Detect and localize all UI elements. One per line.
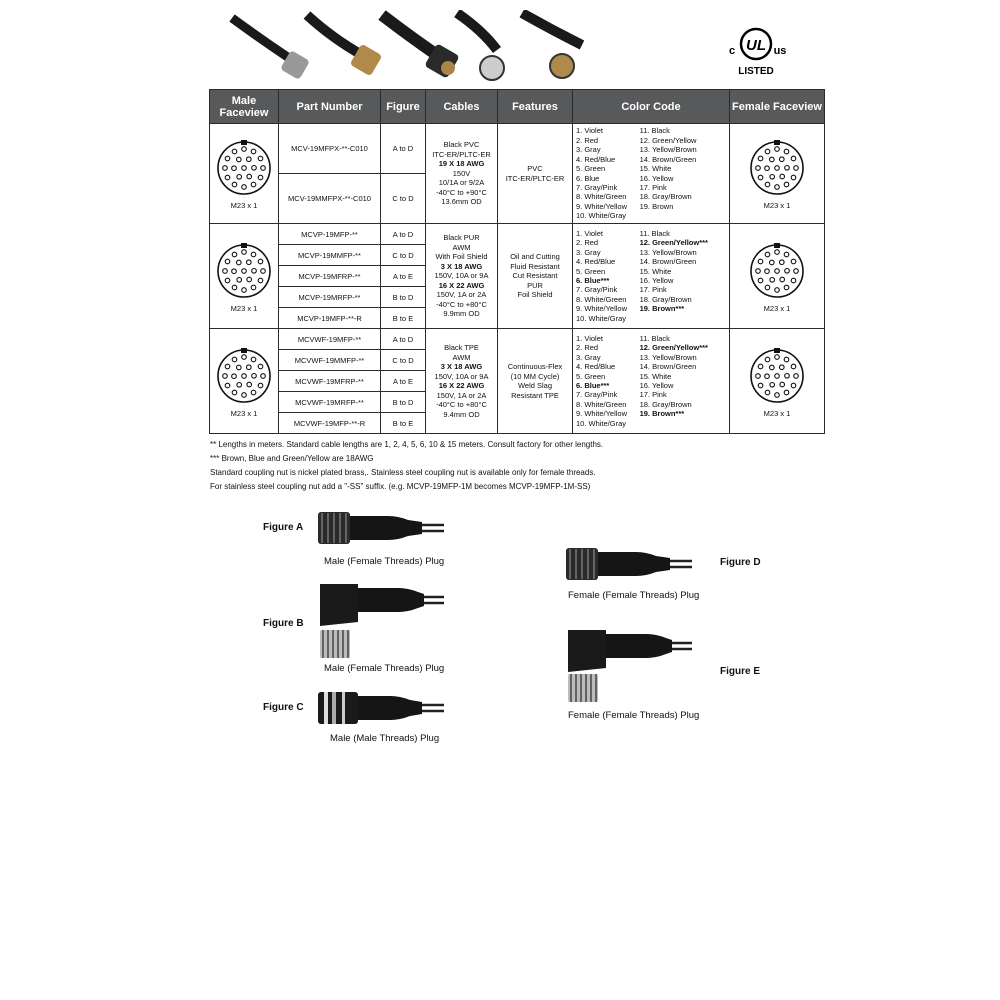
- cable-spec-line: 3 X 18 AWG: [440, 362, 483, 371]
- color-code-item: 18. Gray/Brown: [639, 294, 692, 304]
- female-faceview: [730, 139, 824, 210]
- color-code-item: 14. Brown/Green: [639, 154, 697, 164]
- female-faceview: [730, 347, 824, 418]
- connector-pin-diagram: [215, 347, 273, 405]
- color-code-item: 13. Yellow/Brown: [639, 247, 697, 257]
- figure-b-image: [318, 582, 448, 660]
- cable-spec-line: 10/1A or 9/2A: [438, 178, 485, 188]
- faceview-size-label: M23 x 1: [230, 201, 258, 210]
- color-code-item: 15. White: [639, 266, 672, 276]
- figure-c-label: Figure C: [263, 702, 304, 713]
- figure-cell: A to D: [381, 329, 426, 350]
- color-code-item: 15. White: [639, 371, 672, 381]
- part-number-cell: MCVP-19MMFP-**: [279, 245, 381, 266]
- color-code-item: 11. Black: [639, 126, 670, 136]
- color-code-item: 2. Red: [576, 238, 599, 248]
- color-code-item: 4. Red/Blue: [576, 154, 616, 164]
- color-code-item: 8. White/Green: [576, 192, 627, 202]
- part-number-cell: MCVWF-19MFP-**: [279, 329, 381, 350]
- feature-line: PVC: [527, 164, 543, 173]
- color-code-item: 5. Green: [576, 371, 606, 381]
- color-code-item: 9. White/Yellow: [576, 201, 627, 211]
- part-number-cell: MCVWF-19MFRP-**: [279, 371, 381, 392]
- cable-spec-line: With Foil Shield: [435, 252, 488, 262]
- faceview-size-label: M23 x 1: [230, 408, 258, 418]
- male-faceview-cell: [210, 224, 279, 329]
- part-number-cell: MCVWF-19MFP-**-R: [279, 413, 381, 434]
- cable-spec-line: 16 X 22 AWG: [438, 280, 485, 290]
- features-cell: [498, 124, 573, 224]
- color-code-item: 17. Pink: [639, 285, 667, 295]
- figure-a-image: [318, 508, 448, 548]
- color-code-item: 4. Red/Blue: [576, 362, 616, 372]
- cable-spec-line: 150V: [452, 168, 471, 178]
- color-code-item: 13. Yellow/Brown: [639, 352, 697, 362]
- male-faceview: [210, 347, 278, 418]
- feature-line: Resistant TPE: [511, 390, 559, 400]
- note-lengths: ** Lengths in meters. Standard cable lengths are 1, 2, 4, 5, 6, 10 & 15 meters. Consult factory for other lengths.: [210, 440, 604, 449]
- cable-spec-line: -40°C to +80°C: [436, 400, 487, 409]
- male-faceview: [210, 139, 278, 210]
- color-code-item: 16. Yellow: [639, 173, 674, 183]
- color-code-item: 11. Black: [639, 228, 670, 238]
- cable-spec-line: 9.9mm OD: [443, 309, 480, 319]
- header-female-faceview: Female Faceview: [730, 90, 825, 124]
- figure-cell: C to D: [381, 350, 426, 371]
- female-faceview-cell: [730, 224, 825, 329]
- cable-spec-line: -40°C to +80°C: [436, 299, 487, 309]
- figure-cell: C to D: [381, 245, 426, 266]
- figure-cell: A to E: [381, 266, 426, 287]
- color-code-item: 8. White/Green: [576, 399, 627, 409]
- female-faceview-cell: [730, 329, 825, 434]
- ul-listed-logo: [722, 26, 790, 78]
- features-cell: [498, 329, 573, 434]
- color-code-cell: [573, 124, 730, 224]
- color-code-item: 9. White/Yellow: [576, 409, 627, 419]
- male-faceview-cell: [210, 329, 279, 434]
- color-code-item: 12. Green/Yellow***: [639, 343, 708, 353]
- spec-table: [209, 89, 825, 434]
- connector-pin-diagram: [748, 139, 806, 197]
- cable-spec-line: Black PVC: [443, 140, 480, 150]
- part-number-cell: MCV-19MFPX-**-C010: [279, 124, 381, 174]
- note-coupling-nut: Standard coupling nut is nickel plated brass,. Stainless steel coupling nut is available only for female threads.: [210, 468, 596, 477]
- color-code-item: 6. Blue***: [576, 381, 610, 390]
- cable-spec-line: Black TPE: [444, 343, 479, 352]
- female-faceview-cell: [730, 124, 825, 224]
- color-code-item: 12. Green/Yellow***: [639, 238, 708, 248]
- cable-photo-1: [232, 18, 310, 80]
- male-faceview: [210, 242, 278, 313]
- color-code-item: 14. Brown/Green: [639, 362, 697, 372]
- color-code-item: 12. Green/Yellow: [639, 135, 697, 145]
- header-part-number: Part Number: [279, 90, 381, 124]
- cable-spec-line: 150V, 10A or 9A: [434, 371, 489, 381]
- figure-cell: B to E: [381, 308, 426, 329]
- color-code-item: 17. Pink: [639, 390, 667, 400]
- cables-cell: [426, 329, 498, 434]
- feature-line: Fluid Resistant: [510, 261, 560, 271]
- feature-line: (10 MM Cycle): [510, 371, 560, 381]
- part-number-cell: MCV-19MMFPX-**-C010: [279, 174, 381, 224]
- color-code-item: 7. Gray/Pink: [576, 285, 618, 295]
- color-code-item: 3. Gray: [576, 145, 601, 155]
- figure-c-caption: Male (Male Threads) Plug: [330, 733, 440, 744]
- figure-c-image: [318, 688, 448, 728]
- header-cables: Cables: [426, 90, 498, 124]
- faceview-size-label: M23 x 1: [763, 201, 791, 210]
- faceview-size-label: M23 x 1: [230, 303, 258, 313]
- figure-d-caption: Female (Female Threads) Plug: [568, 590, 700, 601]
- figure-d-label: Figure D: [720, 557, 761, 568]
- cables-cell: [426, 224, 498, 329]
- color-code-item: 6. Blue: [576, 173, 600, 183]
- color-code-item: 18. Gray/Brown: [639, 192, 692, 202]
- cable-photos: [222, 10, 602, 88]
- color-code-item: 3. Gray: [576, 247, 601, 257]
- color-code-item: 9. White/Yellow: [576, 304, 627, 314]
- color-code-cell: [573, 224, 730, 329]
- cables-cell: [426, 124, 498, 224]
- cable-spec-line: 150V, 10A or 9A: [434, 271, 489, 281]
- color-code-item: 5. Green: [576, 266, 606, 276]
- ul-us-text: us: [773, 45, 787, 57]
- cable-spec-line: 16 X 22 AWG: [438, 381, 485, 390]
- part-number-cell: MCVWF-19MRFP-**: [279, 392, 381, 413]
- color-code-item: 10. White/Gray: [576, 418, 627, 428]
- figure-cell: A to D: [381, 224, 426, 245]
- color-code-item: 2. Red: [576, 135, 599, 145]
- cable-photo-2: [307, 15, 382, 76]
- footnotes: [210, 438, 830, 494]
- color-code-item: 15. White: [639, 164, 672, 174]
- feature-line: Weld Slag: [517, 381, 553, 390]
- color-code-item: 13. Yellow/Brown: [639, 145, 697, 155]
- cable-photo-5: [522, 13, 582, 78]
- figure-cell: B to E: [381, 413, 426, 434]
- cable-spec-line: Black PUR: [443, 233, 480, 243]
- ul-text: UL: [746, 37, 766, 54]
- part-number-cell: MCVP-19MFP-**: [279, 224, 381, 245]
- figure-a-label: Figure A: [263, 522, 304, 533]
- cable-spec-line: AWM: [452, 242, 471, 252]
- color-code-item: 8. White/Green: [576, 294, 627, 304]
- male-faceview-cell: [210, 124, 279, 224]
- figure-b-caption: Male (Female Threads) Plug: [324, 663, 445, 674]
- figure-e-label: Figure E: [720, 666, 761, 677]
- cable-spec-line: 19 X 18 AWG: [438, 159, 485, 169]
- color-code-item: 7. Gray/Pink: [576, 182, 618, 192]
- table-row: [210, 224, 825, 245]
- figure-a-caption: Male (Female Threads) Plug: [324, 556, 445, 567]
- color-code-item: 10. White/Gray: [576, 211, 627, 221]
- figure-cell: B to D: [381, 392, 426, 413]
- cable-spec-line: 150V, 1A or 2A: [436, 290, 487, 300]
- features-cell: [498, 224, 573, 329]
- cable-spec-line: ITC-ER/PLTC-ER: [432, 149, 491, 159]
- connector-pin-diagram: [748, 347, 806, 405]
- figure-cell: C to D: [381, 174, 426, 224]
- color-code-item: 5. Green: [576, 164, 606, 174]
- faceview-size-label: M23 x 1: [763, 408, 791, 418]
- header-male-faceview: Male Faceview: [210, 90, 279, 124]
- cable-spec-line: 13.6mm OD: [441, 197, 482, 207]
- color-code-item: 17. Pink: [639, 182, 667, 192]
- color-code-item: 1. Violet: [576, 126, 603, 136]
- color-code-item: 1. Violet: [576, 228, 603, 238]
- header-features: Features: [498, 90, 573, 124]
- color-code-item: 7. Gray/Pink: [576, 390, 618, 400]
- figure-cell: A to D: [381, 124, 426, 174]
- color-code-item: 18. Gray/Brown: [639, 399, 692, 409]
- cable-spec-line: -40°C to +90°C: [436, 187, 487, 197]
- connector-pin-diagram: [215, 242, 273, 300]
- connector-pin-diagram: [215, 139, 273, 197]
- note-awg: *** Brown, Blue and Green/Yellow are 18AWG: [210, 454, 374, 463]
- color-code-item: 16. Yellow: [639, 381, 674, 390]
- female-faceview: [730, 242, 824, 313]
- color-code-item: 1. Violet: [576, 333, 603, 343]
- table-header-row: [210, 90, 825, 124]
- feature-line: Oil and Cutting: [510, 252, 560, 262]
- color-code-item: 2. Red: [576, 343, 599, 353]
- part-number-cell: MCVP-19MFRP-**: [279, 266, 381, 287]
- table-row: [210, 329, 825, 350]
- ul-c-text: c: [728, 45, 736, 57]
- color-code-item: 11. Black: [639, 333, 670, 343]
- figure-cell: B to D: [381, 287, 426, 308]
- color-code-item: 16. Yellow: [639, 276, 674, 285]
- faceview-size-label: M23 x 1: [763, 303, 791, 313]
- connector-pin-diagram: [748, 242, 806, 300]
- color-code-item: 19. Brown***: [639, 409, 685, 419]
- figure-b-label: Figure B: [263, 618, 304, 629]
- color-code-item: 19. Brown: [639, 201, 674, 211]
- feature-line: Foil Shield: [517, 290, 553, 300]
- feature-line: PUR: [527, 280, 543, 290]
- note-ss-suffix: For stainless steel coupling nut add a "-SS" suffix. (e.g. MCVP-19MFP-1M becomes MCVP-19MFP-1M-SS): [210, 482, 591, 491]
- feature-line: Continuous-Flex: [507, 362, 563, 371]
- color-code-item: 4. Red/Blue: [576, 257, 616, 267]
- part-number-cell: MCVP-19MFP-**-R: [279, 308, 381, 329]
- figure-e-caption: Female (Female Threads) Plug: [568, 710, 700, 721]
- cable-spec-line: 150V, 1A or 2A: [436, 390, 487, 400]
- feature-line: Cut Resistant: [512, 271, 558, 281]
- cable-spec-line: AWM: [452, 352, 471, 362]
- cable-spec-line: 9.4mm OD: [443, 409, 480, 419]
- cable-photo-3: [382, 15, 460, 79]
- header-color-code: Color Code: [573, 90, 730, 124]
- cable-spec-line: 3 X 18 AWG: [440, 261, 483, 271]
- color-code-item: 19. Brown***: [639, 304, 685, 314]
- color-code-item: 10. White/Gray: [576, 313, 627, 323]
- ul-listed-text: LISTED: [738, 66, 774, 77]
- color-code-item: 14. Brown/Green: [639, 257, 697, 267]
- header-figure: Figure: [381, 90, 426, 124]
- table-row: [210, 124, 825, 174]
- cable-photo-4: [457, 13, 504, 80]
- figure-cell: A to E: [381, 371, 426, 392]
- color-code-cell: [573, 329, 730, 434]
- part-number-cell: MCVWF-19MMFP-**: [279, 350, 381, 371]
- feature-line: ITC-ER/PLTC-ER: [505, 173, 565, 183]
- color-code-item: 3. Gray: [576, 352, 601, 362]
- figure-d-image: [566, 544, 696, 584]
- part-number-cell: MCVP-19MRFP-**: [279, 287, 381, 308]
- color-code-item: 6. Blue***: [576, 276, 610, 285]
- figure-e-image: [566, 628, 696, 704]
